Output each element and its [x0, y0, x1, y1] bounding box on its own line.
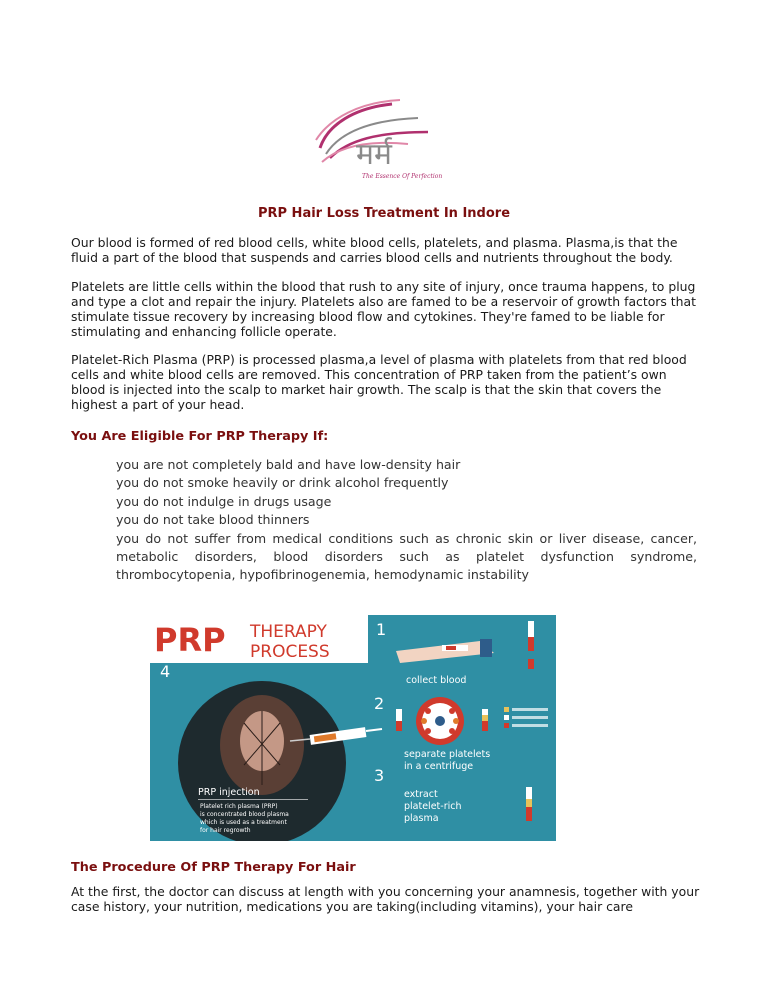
infographic-title-line2: PROCESS	[250, 642, 330, 662]
prp-therapy-infographic	[150, 615, 556, 841]
step-3-label-2: platelet-rich	[404, 801, 462, 812]
step-2-label-2: in a centrifuge	[404, 761, 474, 772]
marm-logo	[300, 96, 460, 188]
logo-wordmark: मर्म	[356, 137, 392, 172]
step-1-number: 1	[376, 620, 387, 639]
logo-tagline: The Essence Of Perfection	[362, 173, 443, 180]
note-line-2: is concentrated blood plasma	[200, 811, 289, 818]
blood-tube-icon	[528, 621, 534, 669]
plasma-tube-icon	[526, 787, 532, 821]
list-item: you are not completely bald and have low-density hair	[116, 457, 461, 472]
step-3-label-1: extract	[404, 789, 438, 800]
centrifuge-icon	[416, 697, 464, 745]
page-title: PRP Hair Loss Treatment In Indore	[257, 206, 511, 221]
eligibility-list	[116, 456, 697, 585]
paragraph-prp: Platelet-Rich Plasma (PRP) is processed plasma,a level of plasma with platelets from that red blood cells and white blood cells are removed. This concentration of PRP taken from the patient’s own blood is injected into the scalp to market hair growth. The scalp is that the skin that covers the highest a part of your head.	[71, 352, 687, 412]
paragraph-blood: Our blood is formed of red blood cells, white blood cells, platelets, and plasma. Plasma,is that the fluid a part of the blood that suspends and carries blood cells and nutrients throughout the body.	[71, 235, 678, 265]
list-item: you do not suffer from medical conditions such as chronic skin or liver disease, cancer, metabolic disorders, blood disorders such as platelet dysfunction syndrome, thrombocytopenia, hypofibrinogenemia, hemodynamic instability	[116, 530, 697, 583]
step-3-number: 3	[374, 766, 385, 785]
paragraph-procedure: At the first, the doctor can discuss at length with you concerning your anamnesis, together with your case history, your nutrition, medications you are taking(including vitamins), your hair care	[71, 884, 700, 914]
arm-illustration	[396, 639, 494, 663]
step-4-label: PRP injection	[198, 787, 260, 798]
eligibility-heading: You Are Eligible For PRP Therapy If:	[71, 429, 329, 444]
note-line-4: for hair regrowth	[200, 827, 251, 834]
step-3-label-3: plasma	[404, 813, 439, 824]
step-2-number: 2	[374, 694, 385, 713]
step-2-label-1: separate platelets	[404, 749, 491, 760]
step-1-label: collect blood	[406, 675, 467, 686]
list-item: you do not take blood thinners	[116, 512, 310, 528]
procedure-heading: The Procedure Of PRP Therapy For Hair	[71, 860, 356, 875]
infographic-title-prp: PRP	[154, 621, 226, 659]
infographic-title-line1: THERAPY	[250, 622, 327, 642]
note-line-3: which is used as a treatment	[200, 819, 287, 826]
paragraph-platelets: Platelets are little cells within the blood that rush to any site of injury, once trauma happens, to plug and type a clot and repair the injury. Platelets also are famed to be a reservoir of growth factors that stimulate tissue recovery by increasing blood flow and cytokines. They're famed to be liable for stimulating and enhancing follicle operate.	[71, 279, 696, 339]
list-item: you do not smoke heavily or drink alcohol frequently	[116, 475, 449, 491]
list-item: you do not indulge in drugs usage	[116, 493, 332, 509]
step-4-number: 4	[160, 662, 171, 681]
note-line-1: Platelet rich plasma (PRP)	[200, 803, 278, 810]
